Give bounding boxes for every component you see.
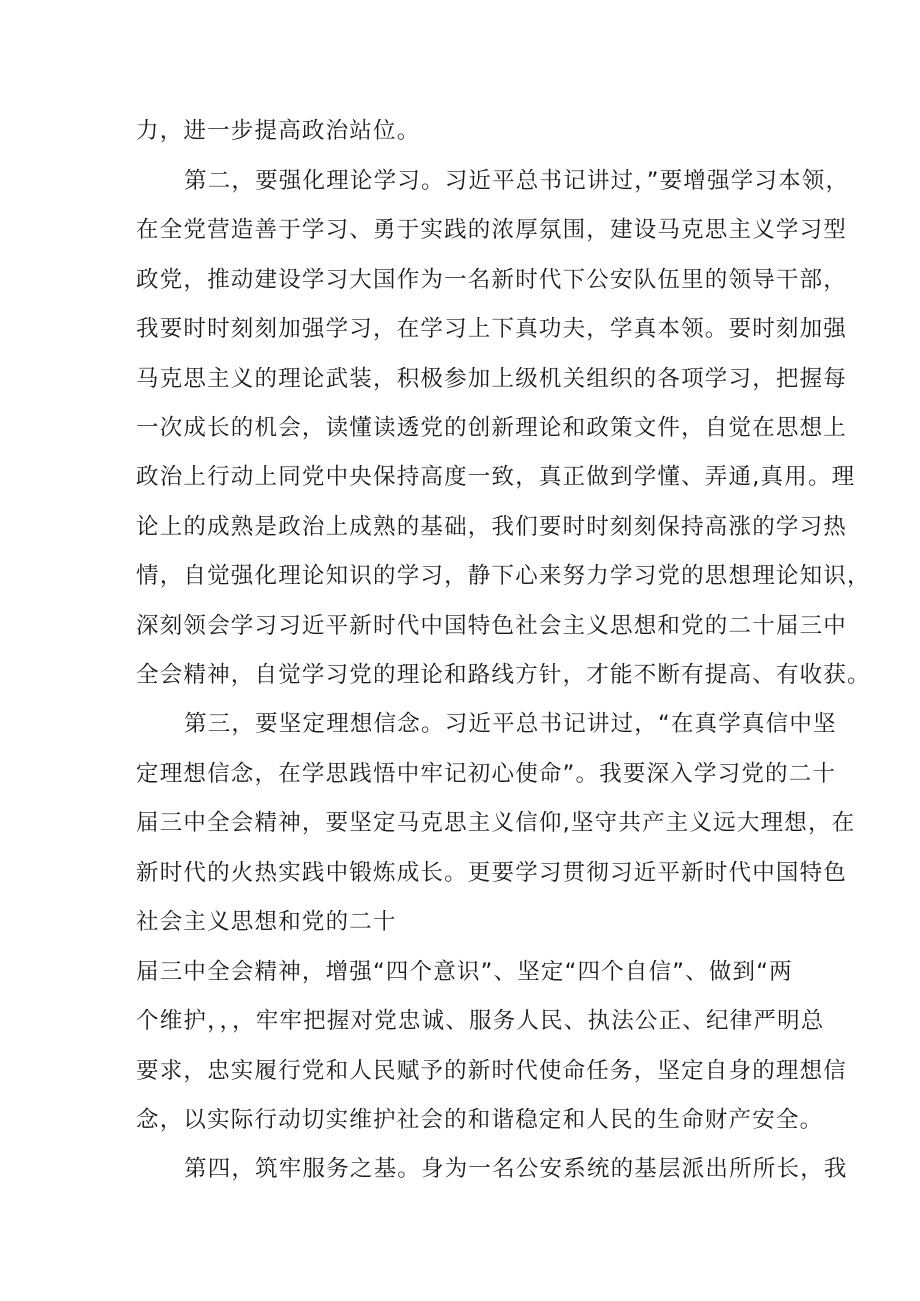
text-line: 新时代的火热实践中锻炼成长。更要学习贯彻习近平新时代中国特色 xyxy=(136,860,848,886)
text-line: 情，自觉强化理论知识的学习，静下心来努力学习党的思想理论知识， xyxy=(136,563,871,589)
text-line: 念，以实际行动切实维护社会的和谐稳定和人民的生命财产安全。 xyxy=(136,1107,824,1133)
text-line: 全会精神，自觉学习党的理论和路线方针，才能不断有提高、有收获。 xyxy=(136,662,871,688)
text-line: 政治上行动上同党中央保持高度一致，真正做到学懂、弄通,真用。理 xyxy=(136,464,856,490)
text-line: 政党，推动建设学习大国作为一名新时代下公安队伍里的领导干部， xyxy=(136,267,848,293)
text-line: 深刻领会学习习近平新时代中国特色社会主义思想和党的二十届三中 xyxy=(136,613,848,639)
text-line: 论上的成熟是政治上成熟的基础，我们要时时刻刻保持高涨的学习热 xyxy=(136,514,848,540)
text-line: 社会主义思想和党的二十 xyxy=(136,909,397,935)
paragraph-start-line: 第四，筑牢服务之基。身为一名公安系统的基层派出所所长，我 xyxy=(184,1156,848,1182)
text-line: 定理想信念，在学思践悟中牢记初心使命”。我要深入学习党的二十 xyxy=(136,761,837,787)
text-line: 我要时时刻刻加强学习，在学习上下真功夫，学真本领。要时刻加强 xyxy=(136,316,848,342)
text-line: 马克思主义的理论武装，积极参加上级机关组织的各项学习，把握每 xyxy=(136,366,848,392)
text-line: 个维护，，，牢牢把握对党忠诚、服务人民、执法公正、纪律严明总 xyxy=(136,1008,825,1034)
paragraph-start-line: 第三，要坚定理想信念。习近平总书记讲过，“在真学真信中坚 xyxy=(184,711,837,737)
text-line: 一次成长的机会，读懂读透党的创新理论和政策文件，自觉在思想上 xyxy=(136,415,848,441)
text-line: 要求，忠实履行党和人民赋予的新时代使命任务，坚定自身的理想信 xyxy=(136,1058,848,1084)
text-line: 届三中全会精神，增强“四个意识”、坚定“四个自信”、做到“两 xyxy=(136,959,793,985)
text-line: 在全党营造善于学习、勇于实践的浓厚氛围，建设马克思主义学习型 xyxy=(136,217,848,243)
text-line: 届三中全会精神，要坚定马克思主义信仰,坚守共产主义远大理想，在 xyxy=(136,810,856,836)
paragraph-start-line: 第二，要强化理论学习。习近平总书记讲过，”要增强学习本领， xyxy=(184,168,850,194)
text-line: 力，进一步提高政治站位。 xyxy=(136,118,421,144)
